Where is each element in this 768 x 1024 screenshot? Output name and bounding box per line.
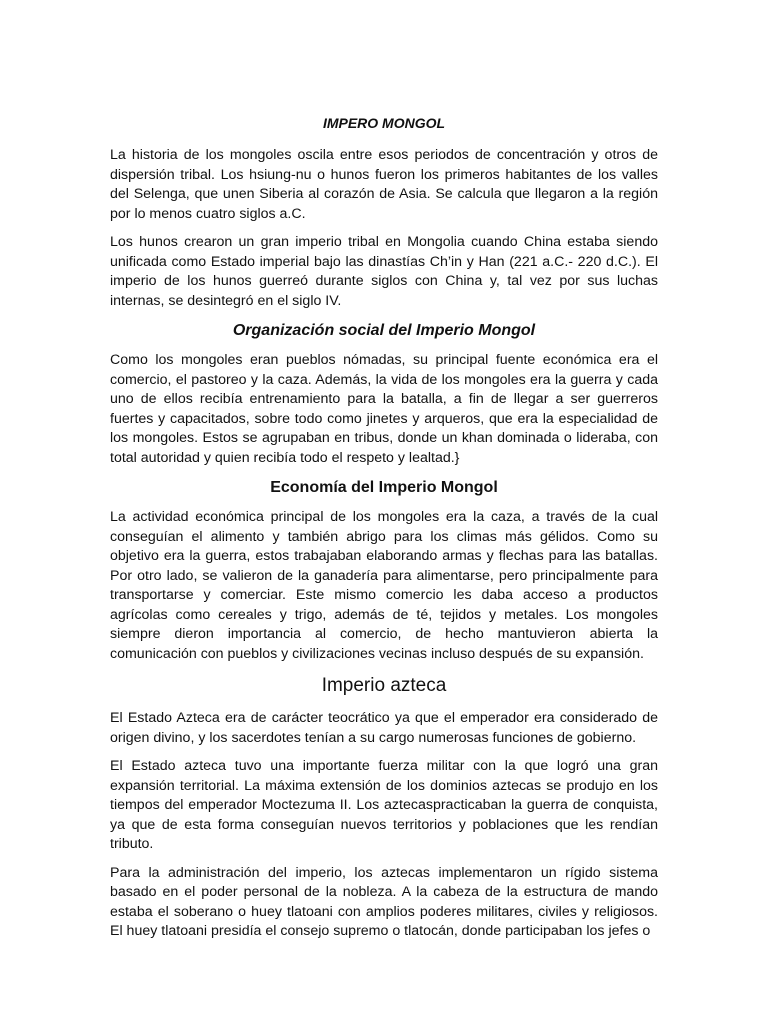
heading-economy: Economía del Imperio Mongol xyxy=(270,479,498,496)
heading-social-organization: Organización social del Imperio Mongol xyxy=(232,322,536,339)
paragraph-mongol-history: La historia de los mongoles oscila entre esos periodos de concentración y otros de dispersión tribal. Los hsiung-nu o hunos fueron los primeros habitantes de los valles del Selenga, que unen Siberia al corazón de Asia. Se calcula que llegaron a la región por lo menos cuatro siglos a.C. xyxy=(110,147,658,222)
paragraph-social-organization: Como los mongoles eran pueblos nómadas, su principal fuente económica era el comercio, el pastoreo y la caza. Además, la vida de los mongoles era la guerra y cada uno de ellos recibía entrenamiento para la batalla, a fin de llegar a ser guerreros fuertes y capacitados, sobre todo como jinetes y arqueros, que era la especialidad de los mongoles. Estos se agrupaban en tribus, donde un khan dominada o lideraba, con total autoridad y quien recibía todo el respeto y lealtad.} xyxy=(110,352,658,466)
paragraph-aztec-military: El Estado azteca tuvo una importante fuerza militar con la que logró una gran expansión territorial. La máxima extensión de los dominios aztecas se produjo en los tiempos del emperador Moctezuma II. Los aztecaspracticaban la guerra de conquista, ya que de esta forma conseguían nuevos territorios y poblaciones que les rendían tributo. xyxy=(110,758,658,852)
heading-aztec-empire: Imperio azteca xyxy=(321,675,447,696)
paragraph-aztec-state: El Estado Azteca era de carácter teocrático ya que el emperador era considerado de origen divino, y los sacerdotes tenían a su cargo numerosas funciones de gobierno. xyxy=(110,710,658,746)
document-title: IMPERO MONGOL xyxy=(322,115,446,131)
paragraph-economy: La actividad económica principal de los mongoles era la caza, a través de la cual conseguían el alimento y también abrigo para los climas más gélidos. Como su objetivo era la guerra, estos trabajaban elaborando armas y flechas para las batallas. Por otro lado, se valieron de la ganadería para alimentarse, pero principalmente para transportarse y comerciar. Este mismo comercio les daba acceso a productos agrícolas como cereales y trigo, además de té, tejidos y metales. Los mongoles siempre dieron importancia al comercio, de hecho mantuvieron abierta la comunicación con pueblos y civilizaciones vecinas incluso después de su expansión. xyxy=(110,509,658,662)
paragraph-hun-empire: Los hunos crearon un gran imperio tribal en Mongolia cuando China estaba siendo unificada como Estado imperial bajo las dinastías Ch’in y Han (221 a.C.- 220 d.C.). El imperio de los hunos guerreó durante siglos con China y, tal vez por sus luchas internas, se desintegró en el siglo IV. xyxy=(110,234,658,309)
paragraph-aztec-administration: Para la administración del imperio, los aztecas implementaron un rígido sistema basado en el poder personal de la nobleza. A la cabeza de la estructura de mando estaba el soberano o huey tlatoani con amplios poderes militares, civiles y religiosos. El huey tlatoani presidía el consejo supremo o tlatocán, donde participaban los jefes o xyxy=(110,864,658,939)
document-body xyxy=(110,113,658,951)
